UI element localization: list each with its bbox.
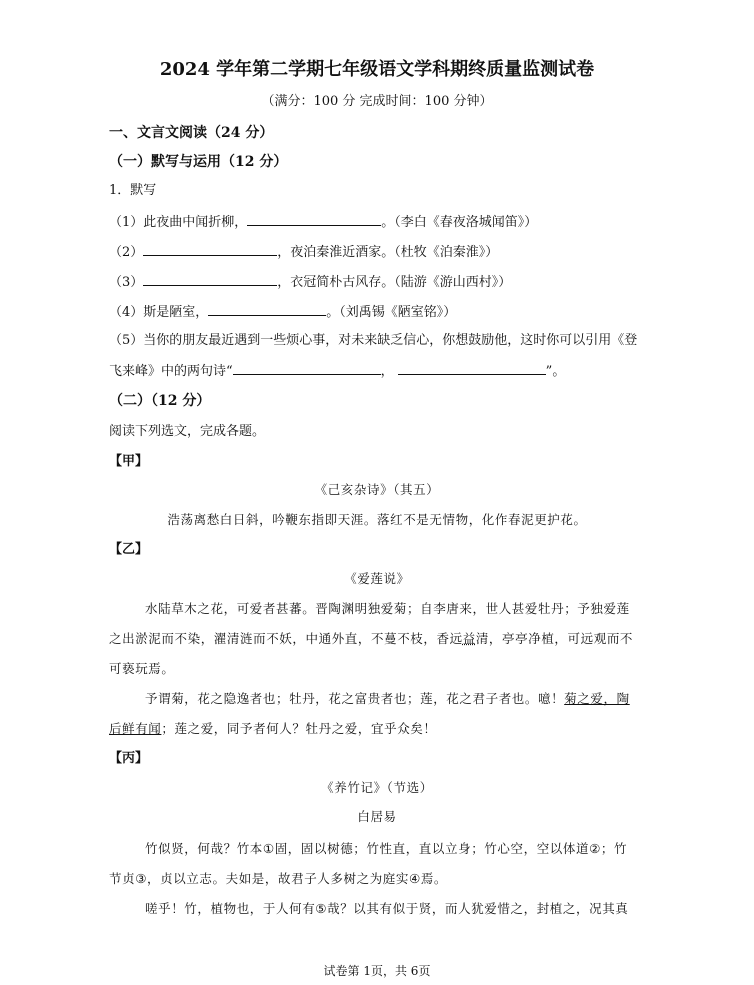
passage-jia-text: 浩荡离愁白日斜，吟鞭东指即天涯。落红不是无情物，化作春泥更护花。 — [167, 512, 587, 527]
passage-label-jia: 【甲】 — [109, 454, 149, 469]
section-heading-classical: 一、文言文阅读（24 分） — [109, 125, 274, 141]
dictation-item-5-suffix: ”。 — [545, 364, 566, 379]
answer-blank-3[interactable] — [143, 272, 277, 286]
passage-label-bing: 【丙】 — [109, 751, 149, 766]
dictation-item-1-prefix: （1）此夜曲中闻折柳， — [109, 215, 248, 230]
dictation-item-1-suffix: 。（李白《春夜洛城闻笛》） — [381, 215, 538, 230]
page-title: 2024 学年第二学期七年级语文学科期终质量监测试卷 — [159, 59, 595, 80]
passage-label-yi: 【乙】 — [109, 542, 149, 557]
passage-yi-title: 《爱莲说》 — [344, 571, 410, 586]
passage-yi-p2-line2-b: ；莲之爱，同予者何人？牡丹之爱，宜乎众矣！ — [161, 721, 437, 736]
passage-yi-p2-line1-a: 予谓菊，花之隐逸者也；牡丹，花之富贵者也；莲，花之君子者也。噫！ — [145, 691, 565, 706]
dictation-item-5-comma: ， — [380, 364, 394, 379]
dictation-item-4 — [109, 302, 456, 322]
dictation-item-5-line-1: （5）当你的朋友最近遇到一些烦心事，对未来缺乏信心，你想鼓励他，这时你可以引用《登 — [109, 333, 638, 348]
passage-yi-underlined-phrase-1: 菊之爱，陶 — [564, 691, 630, 706]
dictation-item-5-line-2 — [109, 361, 565, 381]
passage-yi-p2-line1 — [145, 690, 630, 708]
question-1-label: 1．默写 — [109, 183, 157, 198]
answer-blank-2[interactable] — [143, 242, 277, 256]
passage-yi-p2-line2 — [109, 720, 437, 738]
dictation-item-3-prefix: （3） — [109, 275, 144, 290]
passage-yi-p1-line2 — [109, 630, 633, 648]
answer-blank-5b[interactable] — [398, 361, 546, 375]
answer-blank-1[interactable] — [247, 212, 381, 226]
dictation-item-3 — [109, 272, 511, 292]
passage-bing-p2-line1: 嗟乎！竹，植物也，于人何有⑤哉？以其有似于贤，而人犹爱惜之，封植之，况其真 — [145, 901, 629, 916]
passage-yi-p1-line3: 可亵玩焉。 — [109, 661, 175, 676]
page-footer: 试卷第 1页，共 6页 — [323, 964, 431, 978]
answer-blank-4[interactable] — [208, 302, 326, 316]
dictation-item-5-prefix: 飞来峰》中的两句诗“ — [109, 364, 233, 379]
dictation-item-3-suffix: ，衣冠简朴古风存。（陆游《游山西村》） — [277, 275, 512, 290]
dictation-item-2-prefix: （2） — [109, 245, 144, 260]
passage-yi-p1-line1: 水陆草木之花，可爱者甚蕃。晋陶渊明独爱菊；自李唐来，世人甚爱牡丹；予独爱莲 — [145, 601, 630, 616]
passage-bing-p1-line1: 竹似贤，何哉？竹本①固，固以树德；竹性直，直以立身；竹心空，空以体道②；竹 — [145, 841, 628, 856]
passage-yi-p1-line2-a: 之出淤泥而不染，濯清涟而不妖，中通外直，不蔓不枝，香远 — [109, 631, 463, 646]
answer-blank-5a[interactable] — [233, 361, 381, 375]
passage-bing-p1-line2: 节贞③，贞以立志。夫如是，故君子人多树之为庭实④焉。 — [109, 871, 448, 886]
dictation-item-1 — [109, 212, 537, 232]
dictation-item-4-suffix: 。（刘禹锡《陋室铭》） — [326, 305, 457, 320]
passage-jia-title: 《己亥杂诗》（其五） — [314, 482, 440, 497]
reading-instruction: 阅读下列选文，完成各题。 — [109, 424, 266, 439]
passage-bing-title: 《养竹记》（节选） — [321, 780, 433, 795]
part-heading-reading: （二）（12 分） — [109, 393, 211, 409]
dictation-item-4-prefix: （4）斯是陋室， — [109, 305, 209, 320]
passage-yi-marked-word: 益 — [462, 631, 476, 646]
dictation-item-2-suffix: ，夜泊秦淮近酒家。（杜牧《泊秦淮》） — [277, 245, 499, 260]
dictation-item-2 — [109, 242, 498, 262]
passage-yi-underlined-phrase-2: 后鲜有闻 — [109, 721, 162, 736]
passage-bing-author: 白居易 — [357, 809, 397, 824]
part-heading-dictation: （一）默写与运用（12 分） — [109, 154, 288, 170]
exam-subtitle: （满分：100 分 完成时间：100 分钟） — [261, 94, 493, 109]
passage-yi-p1-line2-c: 清，亭亭净植，可远观而不 — [475, 631, 634, 646]
